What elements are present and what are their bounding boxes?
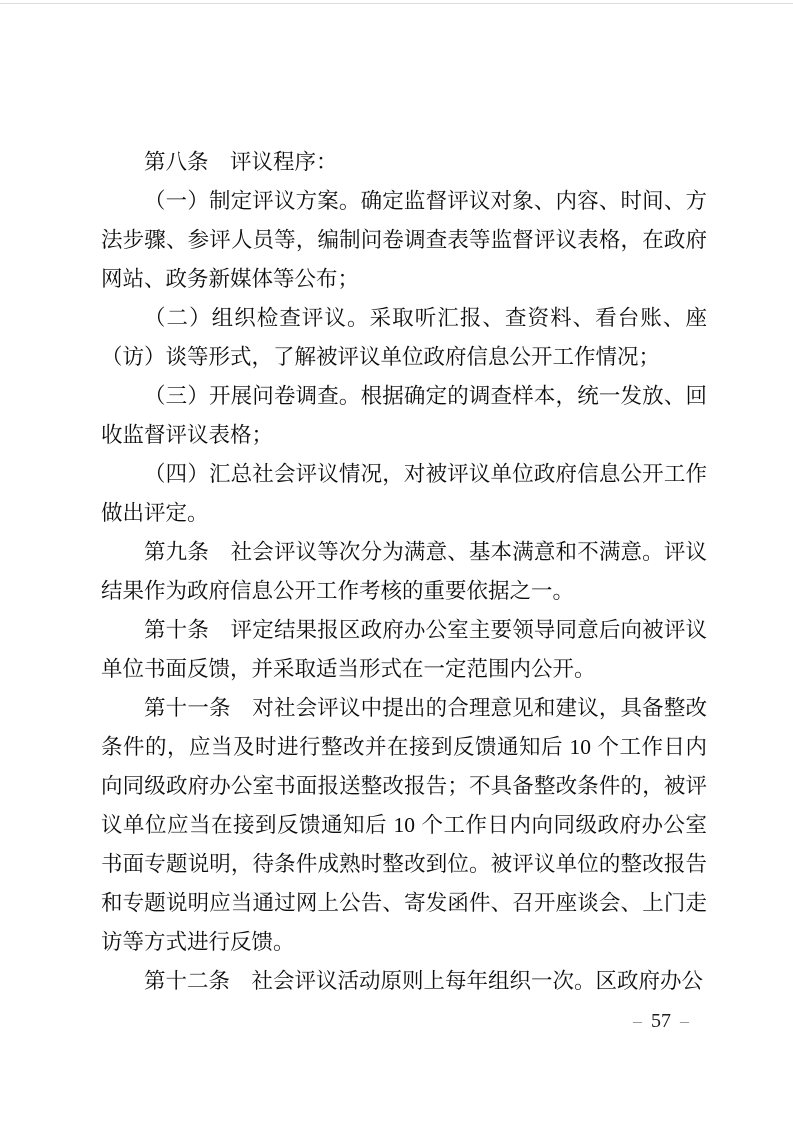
arabic-numeral: 10 — [393, 813, 415, 837]
page-top-edge — [0, 3, 793, 4]
arabic-numeral: 10 — [569, 735, 592, 759]
paragraph-1: 第八条 评议程序： — [144, 150, 338, 174]
paragraph-4: （三）开展问卷调查。根据确定的调查样本，统一发放、回收监督评议表格； — [101, 384, 707, 447]
page-number-right-dash: – — [680, 1011, 689, 1031]
paragraph-6: 第九条 社会评议等次分为满意、基本满意和不满意。评议结果作为政府信息公开工作考核的重要依据之一。 — [101, 540, 707, 603]
page-number-left-dash: – — [633, 1011, 642, 1031]
paragraph-8: 第十一条 对社会评议中提出的合理意见和建议，具备整改条件的，应当及时进行整改并在接到反馈通知后 10 个工作日内向同级政府办公室书面报送整改报告；不具备整改条件的，被评议单位应当在接到反馈通知后 10 个工作日内向同级政府办公室书面专题说明，待条件成熟时整改到位。被评议单位的整改报告和专题说明应当通过网上公告、寄发函件、召开座谈会、上门走访等方式进行反馈。 — [101, 696, 707, 954]
paragraph-5: （四）汇总社会评议情况，对被评议单位政府信息公开工作做出评定。 — [101, 462, 707, 525]
paragraph-2: （一）制定评议方案。确定监督评议对象、内容、时间、方法步骤、参评人员等，编制问卷调查表等监督评议表格，在政府网站、政务新媒体等公布； — [101, 189, 707, 291]
paragraph-9: 第十二条 社会评议活动原则上每年组织一次。区政府办公 — [144, 969, 704, 993]
page-number-value: 57 — [651, 1010, 671, 1032]
paragraph-3: （二）组织检查评议。采取听汇报、查资料、看台账、座（访）谈等形式，了解被评议单位政府信息公开工作情况； — [101, 306, 707, 369]
document-body — [101, 143, 707, 1001]
page-number — [633, 1008, 689, 1034]
paragraph-7: 第十条 评定结果报区政府办公室主要领导同意后向被评议单位书面反馈，并采取适当形式在一定范围内公开。 — [101, 618, 707, 681]
